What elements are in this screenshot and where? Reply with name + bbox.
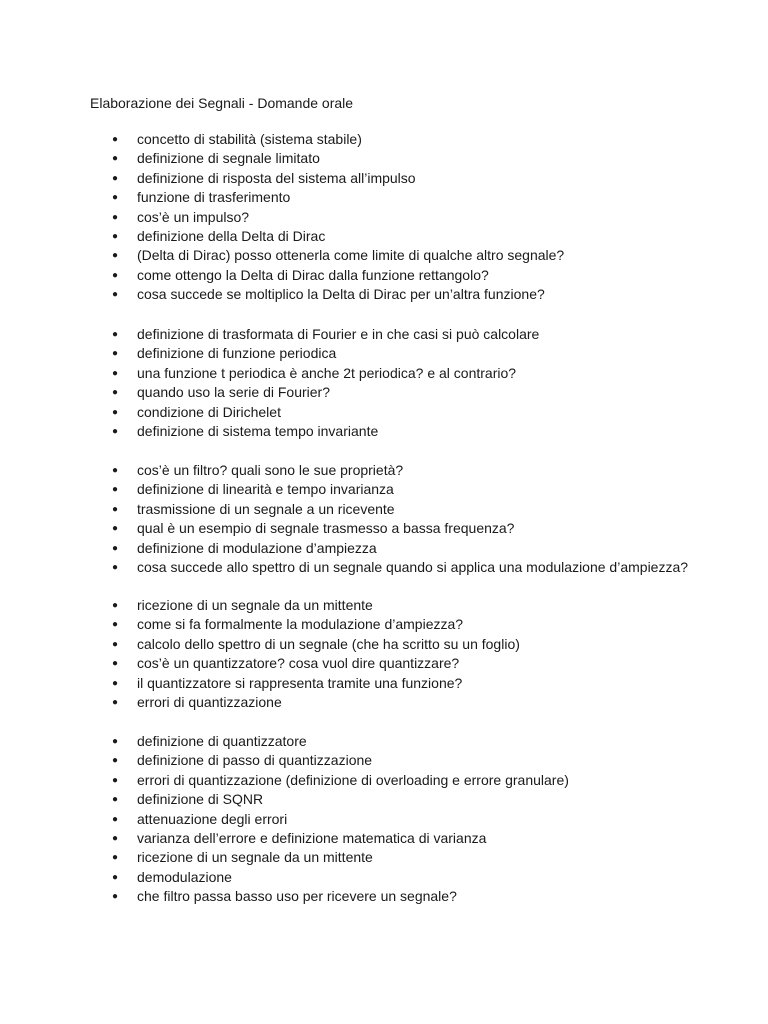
list-item-text: una funzione t periodica è anche 2t periodica? e al contrario?	[137, 364, 517, 381]
bullet-icon: ●	[112, 523, 119, 535]
bullet-icon: ●	[112, 387, 119, 399]
bullet-icon: ●	[112, 269, 119, 281]
list-item-text: condizione di Dirichelet	[137, 403, 281, 420]
bullet-icon: ●	[112, 348, 119, 360]
bullet-icon: ●	[112, 658, 119, 670]
bullet-icon: ●	[112, 230, 119, 242]
list-item-text: qual è un esempio di segnale trasmesso a bassa frequenza?	[137, 520, 515, 537]
bullet-icon: ●	[112, 852, 119, 864]
list-item-text: demodulazione	[137, 868, 232, 885]
list-item-text: quando uso la serie di Fourier?	[137, 384, 331, 401]
list-item-text: definizione di passo di quantizzazione	[137, 752, 373, 769]
bullet-icon: ●	[112, 406, 119, 418]
list-item-text: cosa succede allo spettro di un segnale quando si applica una modulazione d’ampiezza?	[137, 558, 689, 575]
list-item-text: definizione di SQNR	[137, 791, 264, 808]
list-item-text: definizione di segnale limitato	[137, 150, 320, 167]
bullet-icon: ●	[112, 211, 119, 223]
list-item-text: concetto di stabilità (sistema stabile)	[137, 131, 362, 147]
bullet-icon: ●	[112, 153, 119, 165]
bullet-icon: ●	[112, 891, 119, 903]
bullet-icon: ●	[112, 503, 119, 515]
bullet-icon: ●	[112, 542, 119, 554]
list-item-text: ricezione di un segnale da un mittente	[137, 849, 373, 866]
bullet-icon: ●	[112, 794, 119, 806]
list-item-text: definizione di trasformata di Fourier e in che casi si può calcolare	[137, 326, 540, 342]
list-item-text: il quantizzatore si rappresenta tramite una funzione?	[137, 674, 463, 691]
bullet-icon: ●	[112, 813, 119, 825]
bullet-icon: ●	[112, 250, 119, 262]
bullet-icon: ●	[112, 561, 119, 573]
bullet-icon: ●	[112, 600, 119, 611]
list-item-text: come ottengo la Delta di Dirac dalla funzione rettangolo?	[137, 266, 489, 283]
list-item-text: varianza dell’errore e definizione matematica di varianza	[137, 829, 487, 846]
bullet-icon: ●	[112, 736, 119, 747]
bullet-icon: ●	[112, 367, 119, 379]
bullet-icon: ●	[112, 677, 119, 689]
list-item-text: definizione di linearità e tempo invarianza	[137, 481, 394, 498]
bullet-icon: ●	[112, 329, 119, 340]
list-item-text: definizione della Delta di Dirac	[137, 227, 326, 244]
bullet-icon: ●	[112, 172, 119, 184]
bullet-icon: ●	[112, 871, 119, 883]
list-item-text: definizione di quantizzatore	[137, 733, 307, 749]
list-item-text: (Delta di Dirac) posso ottenerla come limite di qualche altro segnale?	[137, 247, 565, 264]
bullet-icon: ●	[112, 289, 119, 301]
bullet-icon: ●	[112, 465, 119, 476]
bullet-icon: ●	[112, 774, 119, 786]
list-item-text: funzione di trasferimento	[137, 189, 291, 206]
list-item-text: come si fa formalmente la modulazione d’ampiezza?	[137, 616, 464, 633]
document-title: Elaborazione dei Segnali - Domande orale	[90, 95, 354, 111]
bullet-icon: ●	[112, 638, 119, 650]
list-item-text: che filtro passa basso uso per ricevere un segnale?	[137, 888, 457, 905]
list-item-text: cosa succede se moltiplico la Delta di Dirac per un’altra funzione?	[137, 286, 545, 303]
list-item-text: attenuazione degli errori	[137, 810, 288, 827]
bullet-icon: ●	[112, 192, 119, 204]
list-item-text: definizione di risposta del sistema all’impulso	[137, 169, 416, 186]
bullet-icon: ●	[112, 619, 119, 631]
list-item-text: cos’è un filtro? quali sono le sue proprietà?	[137, 462, 404, 478]
bullet-icon: ●	[112, 755, 119, 767]
list-item-text: definizione di modulazione d’ampiezza	[137, 539, 377, 556]
bullet-icon: ●	[112, 696, 119, 708]
bullet-icon: ●	[112, 134, 119, 145]
list-item-text: calcolo dello spettro di un segnale (che ha scritto su un foglio)	[137, 635, 520, 652]
list-item-text: cos’è un impulso?	[137, 208, 250, 225]
list-item-text: trasmissione di un segnale a un ricevente	[137, 500, 395, 517]
bullet-icon: ●	[112, 832, 119, 844]
list-item-text: definizione di funzione periodica	[137, 345, 337, 362]
list-item-text: errori di quantizzazione	[137, 693, 282, 710]
bullet-icon: ●	[112, 425, 119, 437]
list-item-text: cos’è un quantizzatore? cosa vuol dire quantizzare?	[137, 655, 460, 672]
list-item-text: ricezione di un segnale da un mittente	[137, 597, 373, 613]
bullet-icon: ●	[112, 484, 119, 496]
list-item-text: definizione di sistema tempo invariante	[137, 422, 379, 439]
list-item-text: errori di quantizzazione (definizione di overloading e errore granulare)	[137, 771, 569, 788]
